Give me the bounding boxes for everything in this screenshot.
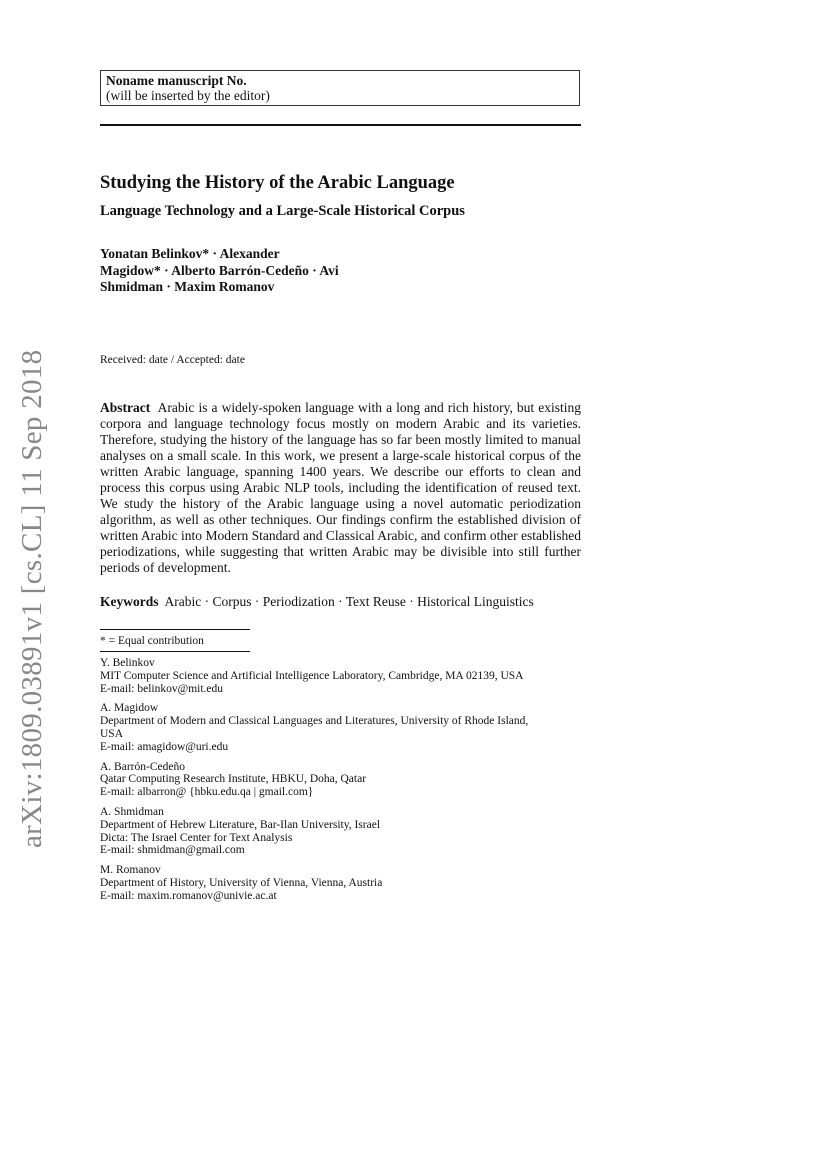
affiliation-line: MIT Computer Science and Artificial Intelligence Laboratory, Cambridge, MA 02139, USA: [100, 669, 524, 682]
affiliation-line: Department of Modern and Classical Languages and Literatures, University of Rhode Island,: [100, 715, 529, 728]
keywords-label: Keywords: [100, 594, 159, 609]
paper-title: Studying the History of the Arabic Language: [100, 173, 455, 193]
affiliation-line: Department of Hebrew Literature, Bar-Ilan University, Israel: [100, 818, 381, 831]
author-line: Magidow* · Alberto Barrón-Cedeño · Avi: [100, 262, 339, 278]
affiliations: [100, 657, 584, 910]
affiliation-block: [100, 806, 584, 857]
affiliation-line: Dicta: The Israel Center for Text Analysis: [100, 831, 293, 844]
author-list: [100, 246, 420, 296]
received-date: Received: date / Accepted: date: [100, 354, 245, 366]
abstract: [100, 400, 581, 576]
arxiv-identifier: arXiv:1809.03891v1 [cs.CL] 11 Sep 2018: [16, 349, 48, 848]
paper-subtitle: Language Technology and a Large-Scale Historical Corpus: [100, 203, 465, 219]
affiliation-name: A. Barrón-Cedeño: [100, 760, 185, 773]
manuscript-number: Noname manuscript No.: [106, 73, 247, 88]
affiliation-line: Qatar Computing Research Institute, HBKU, Doha, Qatar: [100, 773, 367, 786]
affiliation-email: E-mail: amagidow@uri.edu: [100, 740, 229, 753]
affiliation-name: A. Magidow: [100, 702, 159, 715]
abstract-text: Arabic is a widely-spoken language with a long and rich history, but existing corpora and language technology focus mostly on modern Arabic and its varieties. Therefore, studying the history of the language has so far been mostly limited to manual analyses on a small scale. In this work, we present a large-scale historical corpus of the written Arabic language, spanning 1400 years. We describe our efforts to clean and process this corpus using Arabic NLP tools, including the identification of reused text. We study the history of the Arabic language using a novel automatic periodization algorithm, as well as other techniques. Our findings confirm the established division of written Arabic into Modern Standard and Classical Arabic, and confirm other established periodizations, while suggesting that written Arabic may be divisible into still further periods of development.: [100, 400, 581, 575]
manuscript-header-box: [100, 70, 580, 106]
affiliation-line: Department of History, University of Vienna, Vienna, Austria: [100, 876, 383, 889]
affiliation-block: [100, 864, 584, 902]
affiliation-email: E-mail: maxim.romanov@univie.ac.at: [100, 889, 277, 902]
keywords-text: Arabic · Corpus · Periodization · Text Reuse · Historical Linguistics: [164, 594, 534, 609]
affiliation-email: E-mail: belinkov@mit.edu: [100, 682, 224, 695]
affiliation-email: E-mail: shmidman@gmail.com: [100, 844, 245, 857]
header-rule: [100, 124, 581, 126]
footnote-rule: [100, 629, 250, 630]
affiliation-name: Y. Belinkov: [100, 657, 155, 669]
affiliation-line: USA: [100, 727, 124, 740]
affiliation-block: [100, 702, 584, 753]
abstract-label: Abstract: [100, 400, 151, 415]
author-line: Yonatan Belinkov* · Alexander: [100, 246, 280, 261]
affiliation-block: [100, 657, 584, 695]
affiliation-block: [100, 761, 584, 799]
footnote-rule: [100, 651, 250, 652]
editor-note: (will be inserted by the editor): [106, 88, 270, 103]
affiliation-name: A. Shmidman: [100, 805, 164, 818]
footnote: * = Equal contribution: [100, 635, 204, 647]
affiliation-name: M. Romanov: [100, 864, 161, 877]
keywords: [100, 594, 581, 610]
author-line: Shmidman · Maxim Romanov: [100, 279, 275, 294]
affiliation-email: E-mail: albarron@ {hbku.edu.qa | gmail.com}: [100, 786, 314, 799]
